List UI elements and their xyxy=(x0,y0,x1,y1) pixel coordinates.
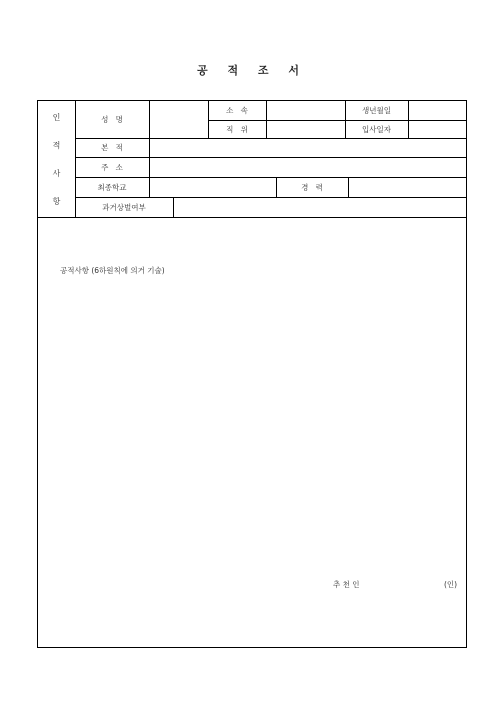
birth-date-field[interactable] xyxy=(408,101,466,120)
name-label: 성 명 xyxy=(101,115,123,124)
domicile-field[interactable] xyxy=(149,138,466,157)
punishment-history-label: 과거상벌여부 xyxy=(102,202,146,212)
hire-date-label: 입사일자 xyxy=(362,124,391,134)
position-label: 직 위 xyxy=(226,124,248,134)
position-field[interactable] xyxy=(266,120,345,138)
recommender-label: 추 천 인 xyxy=(333,580,360,589)
school-label: 최종학교 xyxy=(97,182,127,192)
personal-info-label-4: 항 xyxy=(52,197,61,206)
form-title: 공 적 조 서 xyxy=(197,64,307,77)
personal-info-label-3: 사 xyxy=(52,169,61,178)
career-field[interactable] xyxy=(348,177,466,197)
seal-mark: (인) xyxy=(444,580,458,589)
merit-record-form xyxy=(37,100,467,648)
career-label: 경 력 xyxy=(301,182,323,192)
personal-info-label-1: 인 xyxy=(52,113,61,122)
school-field[interactable] xyxy=(149,177,276,197)
address-field[interactable] xyxy=(149,157,466,177)
birth-date-label: 생년월일 xyxy=(362,106,391,115)
domicile-label: 본 적 xyxy=(101,143,123,152)
row-line xyxy=(38,217,466,218)
personal-info-label-2: 적 xyxy=(52,141,61,150)
hire-date-field[interactable] xyxy=(408,120,466,138)
affiliation-field[interactable] xyxy=(266,101,345,120)
name-field[interactable] xyxy=(149,101,208,138)
address-label: 주 소 xyxy=(101,162,123,172)
merit-heading: 공적사항 (6하원칙에 의거 기술) xyxy=(60,266,165,275)
affiliation-label: 소 속 xyxy=(226,106,248,115)
punishment-history-field[interactable] xyxy=(173,197,466,217)
